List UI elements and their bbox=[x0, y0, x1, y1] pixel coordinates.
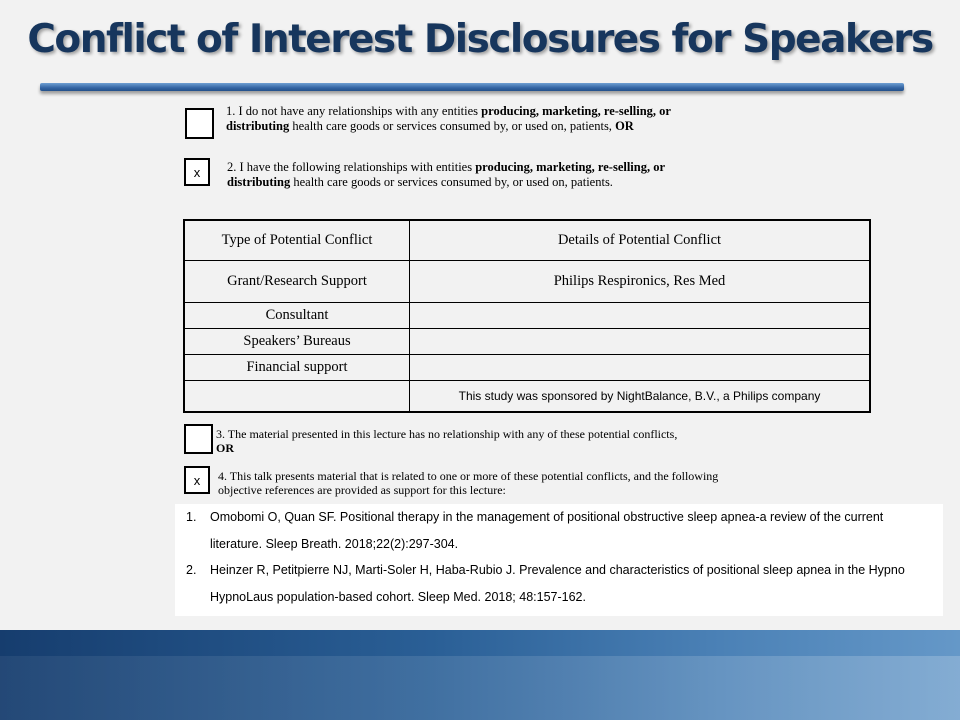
slide-title: Conflict of Interest Disclosures for Speakers bbox=[27, 17, 933, 62]
option3-text bbox=[216, 427, 816, 455]
option3-statement: 3. The material presented in this lecture has no relationship with any of these potential conflicts, bbox=[216, 427, 678, 441]
option2-checkbox[interactable]: x bbox=[184, 158, 210, 186]
row-type-cell: Grant/Research Support bbox=[184, 260, 410, 302]
table-row bbox=[184, 380, 870, 412]
reference-text: Heinzer R, Petitpierre NJ, Marti-Soler H, Haba-Rubio J. Prevalence and characteristics of positional sleep apnea in the Hypno HypnoLaus population-based cohort. Sleep Med. 2018; 48:157-162. bbox=[210, 563, 905, 604]
row-details-cell: This study was sponsored by NightBalance, B.V., a Philips company bbox=[410, 380, 871, 412]
reference-number: 2. bbox=[186, 563, 197, 577]
table-header-row bbox=[184, 220, 870, 260]
option4-text: 4. This talk presents material that is related to one or more of these potential conflicts, and the following objective references are provided as support for this lecture: bbox=[218, 469, 719, 497]
row-details-cell bbox=[410, 354, 871, 380]
option4-checkbox[interactable]: x bbox=[184, 466, 210, 494]
footer-band-highlight bbox=[0, 656, 960, 720]
option1-checkbox[interactable] bbox=[185, 108, 214, 139]
references-box bbox=[175, 504, 943, 616]
option1-prefix: 1. I do not have any relationships with any entities bbox=[226, 104, 482, 118]
table-row bbox=[184, 328, 870, 354]
footer-band bbox=[0, 630, 960, 720]
conflict-table bbox=[183, 219, 871, 413]
row-details-cell: Philips Respironics, Res Med bbox=[410, 260, 871, 302]
row-type-cell bbox=[184, 380, 410, 412]
row-type-cell: Speakers’ Bureaus bbox=[184, 328, 410, 354]
option3-or: OR bbox=[216, 441, 234, 455]
table-row bbox=[184, 260, 870, 302]
table-row bbox=[184, 302, 870, 328]
header-type: Type of Potential Conflict bbox=[184, 220, 410, 260]
option1-or: OR bbox=[615, 119, 634, 133]
option2-suffix: health care goods or services consumed by, or used on, patients. bbox=[290, 175, 613, 189]
option2-prefix: 2. I have the following relationships with entities bbox=[227, 160, 476, 174]
reference-text: Omobomi O, Quan SF. Positional therapy in the management of positional obstructive sleep apnea-a review of the current literature. Sleep Breath. 2018;22(2):297-304. bbox=[210, 510, 884, 551]
row-type-cell: Consultant bbox=[184, 302, 410, 328]
reference-item bbox=[175, 504, 943, 557]
header-details: Details of Potential Conflict bbox=[410, 220, 871, 260]
option1-bold-activities: producing, marketing, re-selling, or distributing bbox=[226, 104, 671, 133]
reference-number: 1. bbox=[186, 510, 197, 524]
row-details-cell bbox=[410, 302, 871, 328]
reference-item bbox=[175, 557, 943, 610]
option2-text bbox=[227, 160, 697, 190]
option1-text bbox=[226, 104, 696, 134]
table-row bbox=[184, 354, 870, 380]
row-details-cell bbox=[410, 328, 871, 354]
row-type-cell: Financial support bbox=[184, 354, 410, 380]
option2-bold-activities: producing, marketing, re-selling, or distributing bbox=[227, 160, 665, 189]
option1-suffix: health care goods or services consumed by, or used on, patients, bbox=[289, 119, 616, 133]
option3-checkbox[interactable] bbox=[184, 424, 213, 454]
title-underline-bar bbox=[40, 83, 904, 91]
